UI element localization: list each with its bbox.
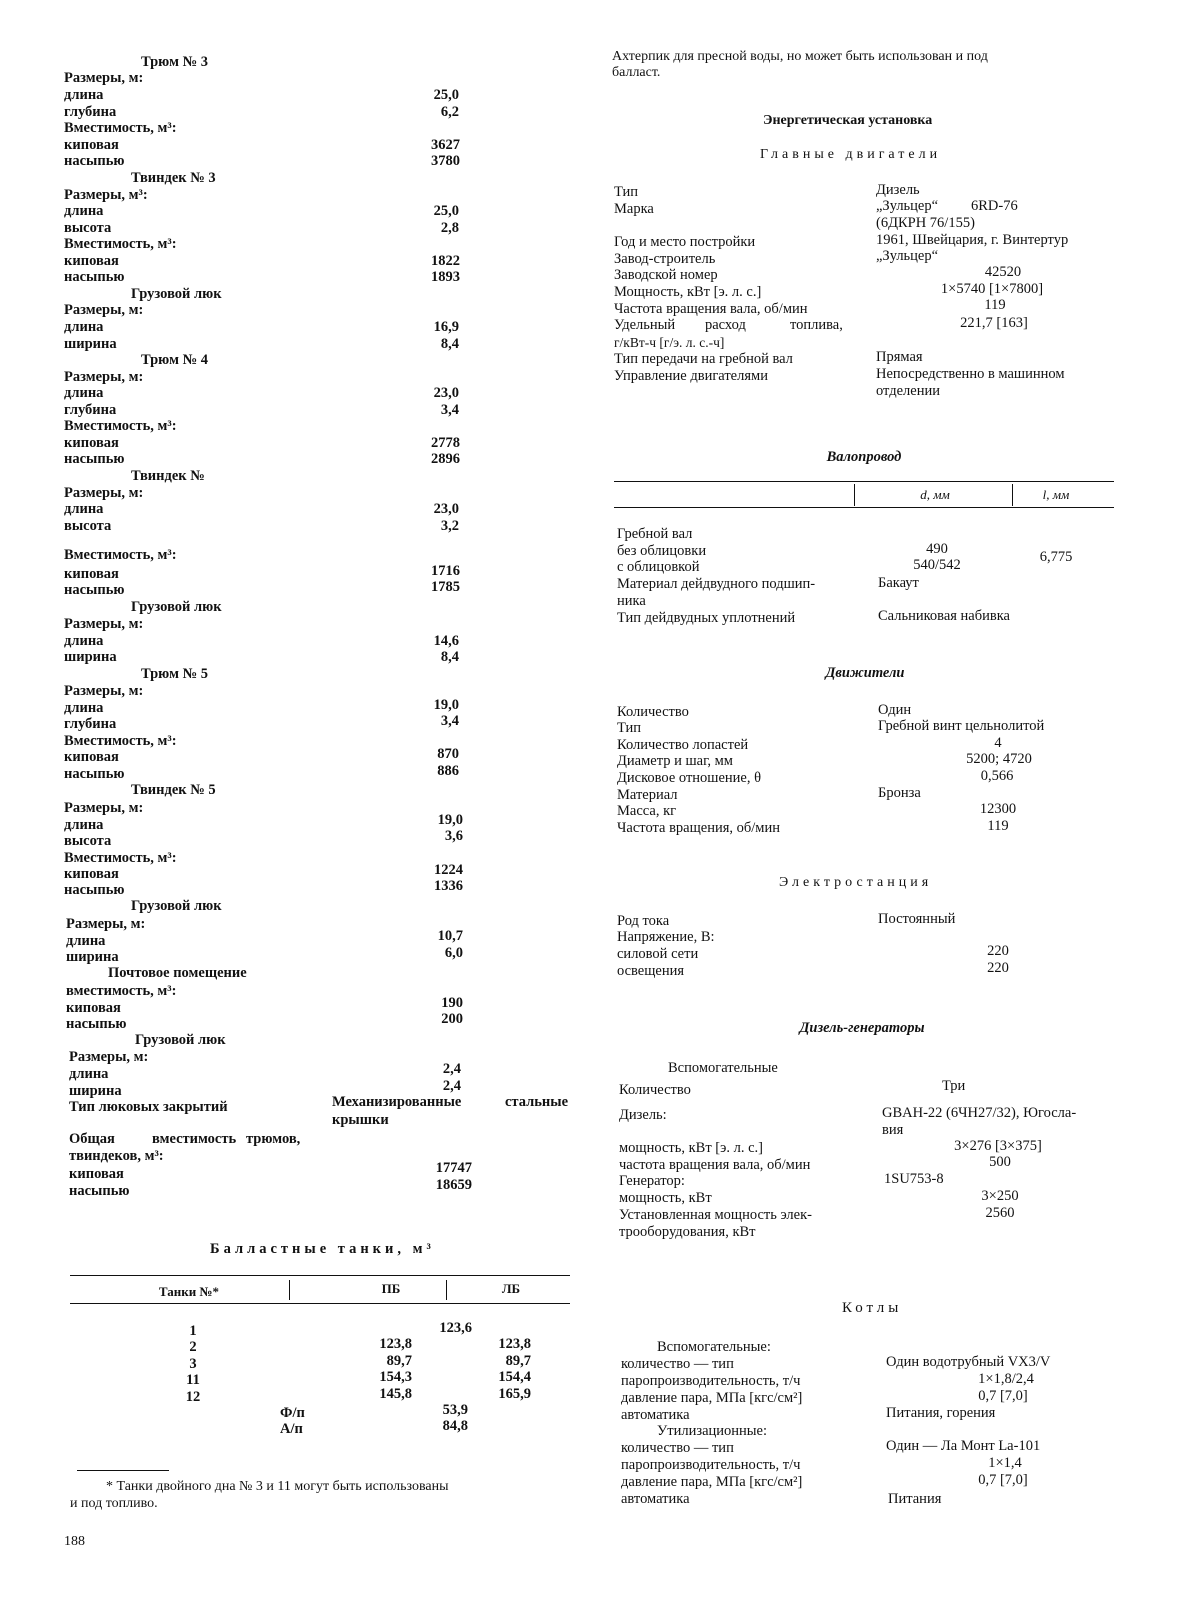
tween5-dims-label: Размеры, м:	[64, 800, 144, 816]
dg-aux-label: Вспомогательные	[668, 1060, 778, 1076]
tween4-grain-value: 1785	[431, 579, 460, 595]
ballast-header-rule	[70, 1303, 570, 1304]
tween3-bale-label: киповая	[64, 253, 119, 269]
hold5-bale-value: 870	[437, 746, 459, 762]
ps-light-label: освещения	[617, 963, 685, 979]
engine-control-label: Управление двигателями	[614, 368, 768, 384]
ballast-col-divider-1	[289, 1280, 290, 1300]
shaft-propeller-label: Гребной вал	[617, 526, 693, 542]
engine-power-value: 1×5740 [1×7800]	[940, 281, 1044, 297]
boilers-aux-pressure-label: давление пара, МПа [кгс/см²]	[621, 1390, 803, 1406]
hatch2-width-label: ширина	[64, 649, 117, 665]
engine-brand-value-2: (6ДКРН 76/155)	[876, 215, 975, 231]
shaft-seals-value: Сальниковая набивка	[878, 608, 1010, 624]
dg-qty-label: Количество	[619, 1082, 691, 1098]
hold5-bale-label: киповая	[64, 749, 119, 765]
ps-grid-label: силовой сети	[617, 946, 699, 962]
footnote-rule	[77, 1470, 169, 1471]
engine-power-label: Мощность, кВт [э. л. с.]	[614, 284, 762, 300]
hold3-title: Трюм № 3	[141, 54, 209, 70]
engine-fuel-value: 221,7 [163]	[960, 315, 1028, 331]
dg-diesel-value-1: GBAH-22 (6ЧН27/32), Югосла-	[882, 1105, 1077, 1121]
hold4-dims-label: Размеры, м:	[64, 369, 144, 385]
dg-gen-power-label: мощность, кВт	[619, 1190, 712, 1206]
boilers-aux-qty-value: Один водотрубный VX3/V	[886, 1354, 1051, 1370]
ballast-fp-value: 53,9	[442, 1402, 468, 1418]
dg-power-label: мощность, кВт [э. л. с.]	[619, 1140, 763, 1156]
boilers-util-pressure-value: 0,7 [7,0]	[978, 1472, 1028, 1488]
total-label-2: твиндеков, м³:	[69, 1148, 164, 1164]
dg-installed-label-2: трооборудования, кВт	[619, 1224, 756, 1240]
boilers-util-qty-label: количество — тип	[621, 1440, 734, 1456]
dg-power-value: 3×276 [3×375]	[954, 1138, 1042, 1154]
ballast-title: Балластные танки, м³	[210, 1241, 435, 1257]
tween3-height-value: 2,8	[440, 220, 459, 236]
ballast-row-12-pb: 145,8	[379, 1386, 412, 1402]
prop-mass-label: Масса, кг	[617, 803, 677, 819]
tween4-length-value: 23,0	[433, 501, 459, 517]
total-grain-label: насыпью	[69, 1183, 130, 1199]
dg-qty-value: Три	[942, 1078, 966, 1094]
engine-drive-label: Тип передачи на гребной вал	[614, 351, 793, 367]
ballast-row-3-pb: 89,7	[386, 1353, 412, 1369]
footnote-line-2: и под топливо.	[70, 1496, 158, 1511]
prop-diam-value: 5200; 4720	[966, 751, 1032, 767]
prop-blades-value: 4	[994, 735, 1002, 751]
prop-rpm-label: Частота вращения, об/мин	[617, 820, 780, 836]
hatch4-length-value: 2,4	[442, 1061, 461, 1077]
hold4-length-value: 23,0	[433, 385, 459, 401]
footnote-line-1: * Танки двойного дна № 3 и 11 могут быть использованы	[106, 1479, 449, 1494]
hold4-depth-label: глубина	[64, 402, 117, 418]
ballast-row-11-lb: 154,4	[498, 1369, 531, 1385]
shaft-col-divider-1	[854, 484, 855, 506]
engine-rpm-value: 119	[984, 297, 1006, 313]
ballast-row-2-lb: 123,8	[498, 1336, 531, 1352]
hatch4-title: Грузовой люк	[135, 1032, 226, 1048]
engine-control-value-1: Непосредственно в машинном	[876, 366, 1065, 382]
tween5-title: Твиндек № 5	[131, 782, 216, 798]
ballast-row-11-pb: 154,3	[379, 1369, 412, 1385]
prop-material-label: Материал	[617, 787, 678, 803]
mail-bale-label: киповая	[66, 1000, 121, 1016]
hatch2-dims-label: Размеры, м:	[64, 616, 144, 632]
page-number: 188	[64, 1534, 85, 1549]
hold3-depth-value: 6,2	[440, 104, 459, 120]
dg-title: Дизель-генераторы	[799, 1020, 925, 1036]
hold4-grain-value: 2896	[431, 451, 460, 467]
total-grain-value: 18659	[435, 1177, 472, 1193]
hold5-title: Трюм № 5	[141, 666, 209, 682]
dg-gen-power-value: 3×250	[981, 1188, 1019, 1204]
boilers-util-label: Утилизационные:	[657, 1423, 768, 1439]
ps-voltage-label: Напряжение, В:	[617, 929, 715, 945]
hold4-depth-value: 3,4	[440, 402, 459, 418]
engine-brand-value-1: „Зульцер“	[876, 198, 939, 214]
prop-qty-label: Количество	[617, 704, 689, 720]
shaft-title: Валопровод	[826, 449, 902, 465]
prop-blades-label: Количество лопастей	[617, 737, 749, 753]
boilers-aux-steam-label: паропроизводительность, т/ч	[621, 1373, 801, 1389]
ps-light-value: 220	[987, 960, 1009, 976]
hatch3-title: Грузовой люк	[131, 898, 222, 914]
engine-year-value: 1961, Швейцария, г. Винтертур	[876, 232, 1069, 248]
shaft-bearing-label-2: ника	[617, 593, 646, 609]
tween4-dims-label: Размеры, м:	[64, 485, 144, 501]
hold5-depth-label: глубина	[64, 716, 117, 732]
shaft-top-rule	[614, 481, 1114, 482]
ballast-row-12-lb: 165,9	[498, 1386, 531, 1402]
hatch1-length-label: длина	[64, 319, 104, 335]
hatch4-width-label: ширина	[69, 1083, 122, 1099]
hatch3-length-value: 10,7	[437, 928, 463, 944]
ballast-row-3-tank: 3	[189, 1356, 197, 1372]
tween5-grain-label: насыпью	[64, 882, 125, 898]
tween3-cap-label: Вместимость, м³:	[64, 236, 177, 252]
tween4-title: Твиндек №	[131, 468, 205, 484]
shaft-header-rule	[614, 507, 1114, 508]
hold4-bale-label: киповая	[64, 435, 119, 451]
dg-rpm-value: 500	[989, 1154, 1011, 1170]
hatch2-width-value: 8,4	[440, 649, 459, 665]
boilers-aux-auto-label: автоматика	[621, 1407, 690, 1423]
shaft-no-lining-label: без облицовки	[617, 543, 707, 559]
shaft-header-d: d, мм	[920, 487, 950, 502]
hatch4-width-value: 2,4	[442, 1078, 461, 1094]
hatch1-width-label: ширина	[64, 336, 117, 352]
prop-type-value: Гребной винт цельнолитой	[878, 718, 1045, 734]
prop-mass-value: 12300	[979, 801, 1017, 817]
tween5-bale-value: 1224	[434, 862, 463, 878]
propulsors-title: Движители	[825, 665, 905, 681]
power-station-title: Электростанция	[779, 875, 933, 890]
hold4-grain-label: насыпью	[64, 451, 125, 467]
hatch2-title: Грузовой люк	[131, 599, 222, 615]
shaft-header-l: l, мм	[1042, 487, 1070, 502]
hold5-grain-value: 886	[437, 763, 459, 779]
engine-brand-label: Марка	[614, 201, 654, 217]
hold3-length-label: длина	[64, 87, 104, 103]
boilers-title: Котлы	[842, 1300, 903, 1316]
dg-installed-label-1: Установленная мощность элек-	[619, 1207, 812, 1223]
engine-serial-label: Заводской номер	[614, 267, 718, 283]
ballast-row-11-tank: 11	[186, 1372, 200, 1388]
dg-installed-value: 2560	[985, 1205, 1015, 1221]
ps-grid-value: 220	[987, 943, 1009, 959]
boilers-aux-auto-value: Питания, горения	[886, 1405, 996, 1421]
hold5-length-value: 19,0	[433, 697, 459, 713]
dg-rpm-label: частота вращения вала, об/мин	[619, 1157, 811, 1173]
hold5-length-label: длина	[64, 700, 104, 716]
prop-qty-value: Один	[878, 702, 912, 718]
hatch1-width-value: 8,4	[440, 336, 459, 352]
boilers-util-auto-label: автоматика	[621, 1491, 690, 1507]
mail-bale-value: 190	[441, 995, 463, 1011]
dg-generator-label: Генератор:	[619, 1173, 685, 1189]
engine-serial-value: 42520	[984, 264, 1022, 280]
hatch1-dims-label: Размеры, м:	[64, 302, 144, 318]
hold5-grain-label: насыпью	[64, 766, 125, 782]
tween4-bale-value: 1716	[431, 563, 460, 579]
engine-fuel-label-2: г/кВт-ч [г/э. л. с.-ч]	[614, 335, 725, 350]
ballast-ap-value: 84,8	[442, 1418, 468, 1434]
boilers-aux-label: Вспомогательные:	[657, 1339, 771, 1355]
covers-value1: Механизированные	[332, 1094, 462, 1110]
shaft-bearing-value: Бакаут	[878, 575, 919, 591]
prop-rpm-value: 119	[987, 818, 1009, 834]
boilers-util-pressure-label: давление пара, МПа [кгс/см²]	[621, 1474, 803, 1490]
ballast-header-lb: ЛБ	[501, 1281, 521, 1296]
ballast-col-divider-2	[446, 1280, 447, 1300]
total-bale-label: киповая	[69, 1166, 124, 1182]
ballast-row-2-pb: 123,8	[379, 1336, 412, 1352]
ballast-row-2-tank: 2	[189, 1339, 197, 1355]
engine-drive-value: Прямая	[876, 349, 923, 365]
boilers-util-steam-value: 1×1,4	[988, 1455, 1022, 1471]
main-engines-title: Главные двигатели	[760, 147, 942, 162]
hold3-grain-label: насыпью	[64, 153, 125, 169]
hold5-cap-label: Вместимость, м³:	[64, 733, 177, 749]
ballast-ap-label: А/п	[280, 1421, 303, 1437]
ballast-row-12-tank: 12	[185, 1389, 201, 1405]
prop-disk-label: Дисковое отношение, θ	[617, 770, 762, 786]
tween3-length-value: 25,0	[433, 203, 459, 219]
tween3-height-label: высота	[64, 220, 112, 236]
engine-year-label: Год и место постройки	[614, 234, 756, 250]
shaft-col-divider-2	[1012, 484, 1013, 506]
boilers-util-auto-value: Питания	[888, 1491, 942, 1507]
tween4-bale-label: киповая	[64, 566, 119, 582]
boilers-aux-qty-label: количество — тип	[621, 1356, 734, 1372]
tween5-height-value: 3,6	[444, 828, 463, 844]
total-label-1b: вместимость	[152, 1131, 237, 1147]
engine-builder-value: „Зульцер“	[876, 248, 939, 264]
ballast-row-1-value: 123,6	[439, 1320, 472, 1336]
shaft-seals-label: Тип дейдвудных уплотнений	[617, 610, 796, 626]
tween4-grain-label: насыпью	[64, 582, 125, 598]
hatch1-length-value: 16,9	[433, 319, 459, 335]
tween3-length-label: длина	[64, 203, 104, 219]
hold5-depth-value: 3,4	[440, 713, 459, 729]
ballast-row-1-tank: 1	[189, 1323, 197, 1339]
engine-fuel-label-1c: топлива,	[790, 317, 843, 333]
tween3-dims-label: Размеры, м³:	[64, 187, 148, 203]
tween4-length-label: длина	[64, 501, 104, 517]
hatch3-width-label: ширина	[66, 949, 119, 965]
shaft-bearing-label-1: Материал дейдвудного подшип-	[617, 576, 816, 592]
boilers-util-steam-label: паропроизводительность, т/ч	[621, 1457, 801, 1473]
mail-grain-label: насыпью	[66, 1016, 127, 1032]
engine-builder-label: Завод-строитель	[614, 251, 716, 267]
power-plant-title: Энергетическая установка	[763, 113, 933, 128]
hold4-cap-label: Вместимость, м³:	[64, 418, 177, 434]
hold4-title: Трюм № 4	[141, 352, 209, 368]
tween5-grain-value: 1336	[434, 878, 463, 894]
dg-generator-value: 1SU753-8	[884, 1171, 944, 1187]
total-bale-value: 17747	[435, 1160, 472, 1176]
ballast-fp-label: Ф/п	[280, 1405, 305, 1421]
mail-grain-value: 200	[441, 1011, 463, 1027]
engine-rpm-label: Частота вращения вала, об/мин	[614, 301, 808, 317]
boilers-aux-pressure-value: 0,7 [7,0]	[978, 1388, 1028, 1404]
mail-cap-label: вместимость, м³:	[66, 983, 177, 999]
hatch3-length-label: длина	[66, 933, 106, 949]
hold3-cap-label: Вместимость, м³:	[64, 120, 177, 136]
engine-brand-value-1b: 6RD-76	[971, 198, 1018, 214]
hold5-dims-label: Размеры, м:	[64, 683, 144, 699]
hatch2-length-label: длина	[64, 633, 104, 649]
hold3-bale-value: 3627	[431, 137, 460, 153]
tween3-title: Твиндек № 3	[131, 170, 216, 186]
total-label-1c: трюмов,	[246, 1131, 301, 1147]
tween4-cap-label: Вместимость, м³:	[64, 547, 177, 563]
hatch1-title: Грузовой люк	[131, 286, 222, 302]
tween3-grain-value: 1893	[431, 269, 460, 285]
shaft-length-value: 6,775	[1039, 549, 1073, 565]
covers-value3: крышки	[332, 1112, 389, 1128]
hold4-length-label: длина	[64, 385, 104, 401]
engine-fuel-label-1: Удельный	[614, 317, 676, 333]
covers-value2: стальные	[505, 1094, 569, 1110]
prop-diam-label: Диаметр и шаг, мм	[617, 753, 733, 769]
hatch3-dims-label: Размеры, м:	[66, 916, 146, 932]
hold4-bale-value: 2778	[431, 435, 460, 451]
afterpeak-line-2: балласт.	[612, 65, 661, 80]
ballast-row-3-lb: 89,7	[505, 1353, 531, 1369]
dg-diesel-value-2: вия	[882, 1122, 904, 1138]
shaft-lining-label: с облицовкой	[617, 559, 700, 575]
hold3-grain-value: 3780	[431, 153, 460, 169]
hold3-length-value: 25,0	[433, 87, 459, 103]
shaft-no-lining-d: 490	[926, 541, 948, 557]
engine-type-label: Тип	[614, 184, 639, 200]
hold3-dims-label: Размеры, м:	[64, 70, 144, 86]
hatch4-length-label: длина	[69, 1066, 109, 1082]
hatch4-dims-label: Размеры, м:	[69, 1049, 149, 1065]
tween5-bale-label: киповая	[64, 866, 119, 882]
hold3-bale-label: киповая	[64, 137, 119, 153]
tween3-grain-label: насыпью	[64, 269, 125, 285]
ps-current-value: Постоянный	[878, 911, 956, 927]
prop-material-value: Бронза	[878, 785, 921, 801]
engine-control-value-2: отделении	[876, 383, 940, 399]
tween5-height-label: высота	[64, 833, 112, 849]
dg-diesel-label: Дизель:	[619, 1107, 667, 1123]
ballast-top-rule	[70, 1275, 570, 1276]
tween4-height-label: высота	[64, 518, 112, 534]
engine-fuel-label-1b: расход	[705, 317, 746, 333]
tween3-bale-value: 1822	[431, 253, 460, 269]
tween5-length-label: длина	[64, 817, 104, 833]
boilers-aux-steam-value: 1×1,8/2,4	[978, 1371, 1034, 1387]
ballast-header-tanks: Танки №*	[158, 1284, 220, 1299]
engine-type-value: Дизель	[876, 182, 920, 198]
mail-title: Почтовое помещение	[108, 965, 247, 981]
prop-type-label: Тип	[617, 720, 642, 736]
ps-current-label: Род тока	[617, 913, 670, 929]
total-label-1: Общая	[69, 1131, 115, 1147]
tween4-height-value: 3,2	[440, 518, 459, 534]
covers-label: Тип люковых закрытий	[69, 1099, 228, 1115]
boilers-util-qty-value: Один — Ла Монт La-101	[886, 1438, 1041, 1454]
hold3-depth-label: глубина	[64, 104, 117, 120]
shaft-lining-d: 540/542	[913, 557, 961, 573]
hatch2-length-value: 14,6	[433, 633, 459, 649]
ballast-header-pb: ПБ	[381, 1281, 401, 1296]
tween5-length-value: 19,0	[437, 812, 463, 828]
tween5-cap-label: Вместимость, м³:	[64, 850, 177, 866]
afterpeak-line-1: Ахтерпик для пресной воды, но может быть использован и под	[612, 49, 988, 64]
prop-disk-value: 0,566	[980, 768, 1014, 784]
hatch3-width-value: 6,0	[444, 945, 463, 961]
